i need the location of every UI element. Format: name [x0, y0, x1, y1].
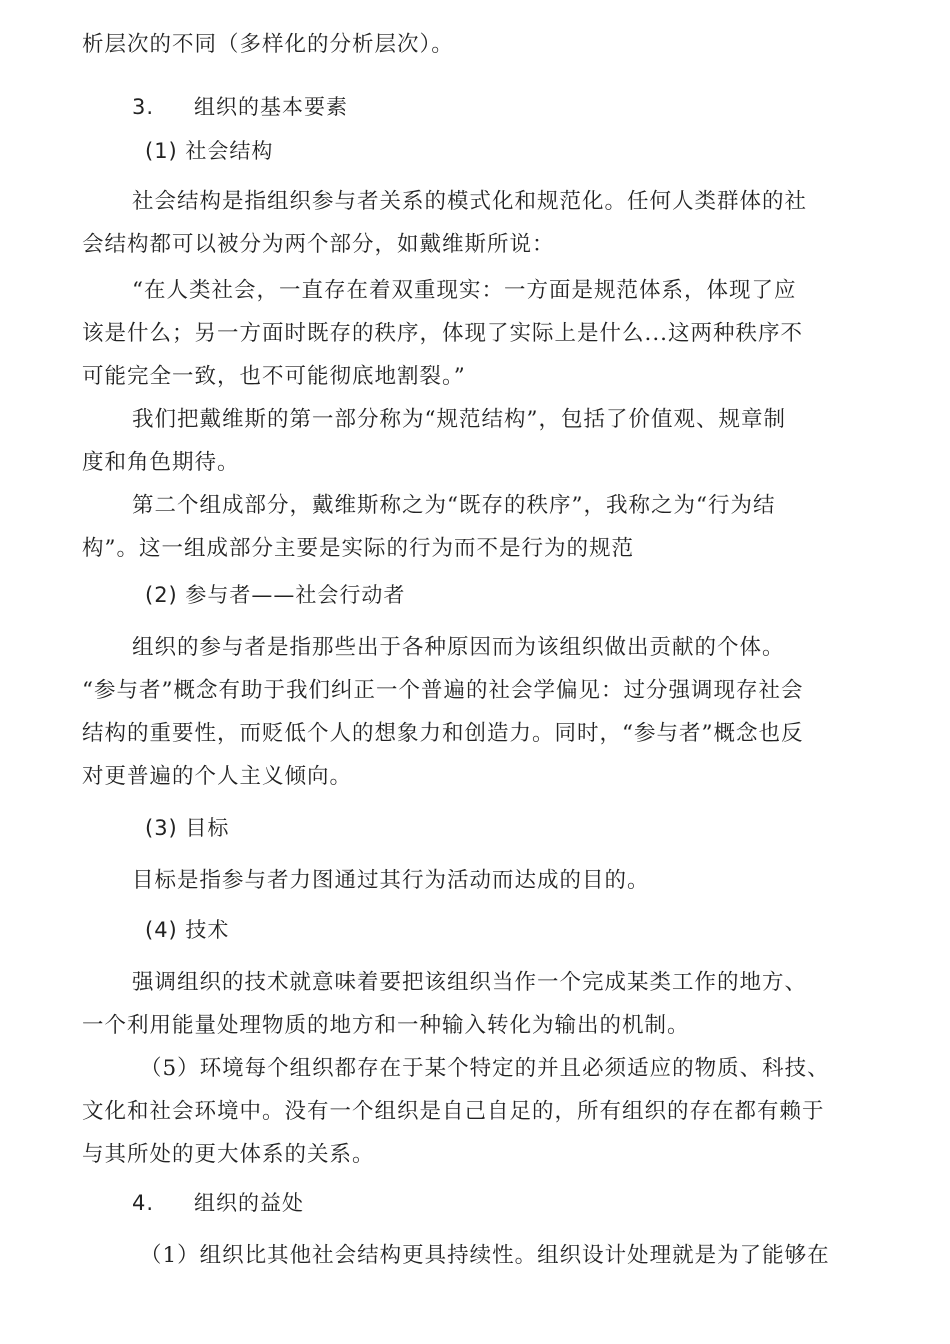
paragraph-line: 度和角色期待。	[82, 450, 240, 475]
section-number: 4.	[132, 1191, 155, 1215]
paragraph-line: 可能完全一致，也不可能彻底地割裂。”	[82, 364, 466, 389]
paragraph-line: 构”。这一组成部分主要是实际的行为而不是行为的规范	[82, 536, 634, 561]
paragraph-line: 会结构都可以被分为两个部分，如戴维斯所说：	[82, 232, 555, 257]
section-title: 组织的益处	[194, 1191, 304, 1215]
paragraph-line: 该是什么；另一方面时既存的秩序，体现了实际上是什么...这两种秩序不	[82, 321, 804, 346]
paragraph-line: 目标是指参与者力图通过其行为活动而达成的目的。	[132, 868, 650, 893]
section-number: 3.	[132, 95, 155, 119]
paragraph-line: 一个利用能量处理物质的地方和一种输入转化为输出的机制。	[82, 1013, 690, 1038]
paragraph-line: 文化和社会环境中。没有一个组织是自己自足的，所有组织的存在都有赖于	[82, 1099, 825, 1124]
paragraph-line: （1）组织比其他社会结构更具持续性。组织设计处理就是为了能够在	[140, 1243, 830, 1268]
paragraph-line: （5）环境每个组织都存在于某个特定的并且必须适应的物质、科技、	[140, 1056, 830, 1081]
paragraph-line: 强调组织的技术就意味着要把该组织当作一个完成某类工作的地方、	[132, 970, 808, 995]
paragraph-line: “在人类社会，一直存在着双重现实：一方面是规范体系，体现了应	[132, 278, 797, 303]
paragraph-line: 结构的重要性，而贬低个人的想象力和创造力。同时，“参与者”概念也反	[82, 721, 804, 746]
subsection-heading: (3) 目标	[145, 816, 230, 840]
section-title: 组织的基本要素	[194, 95, 348, 119]
subsection-heading: (1) 社会结构	[145, 139, 274, 163]
paragraph-line: 第二个组成部分，戴维斯称之为“既存的秩序”，我称之为“行为结	[132, 493, 776, 518]
paragraph-line: 与其所处的更大体系的关系。	[82, 1142, 375, 1167]
section-heading	[132, 1188, 304, 1218]
paragraph-line: 组织的参与者是指那些出于各种原因而为该组织做出贡献的个体。	[132, 635, 785, 660]
paragraph-line: “参与者”概念有助于我们纠正一个普遍的社会学偏见：过分强调现存社会	[82, 678, 804, 703]
paragraph-line: 对更普遍的个人主义倾向。	[82, 764, 353, 789]
subsection-heading: (4) 技术	[145, 918, 230, 942]
paragraph-line: 析层次的不同（多样化的分析层次）。	[82, 32, 454, 57]
paragraph-line: 社会结构是指组织参与者关系的模式化和规范化。任何人类群体的社	[132, 189, 808, 214]
paragraph-line: 我们把戴维斯的第一部分称为“规范结构”，包括了价值观、规章制	[132, 407, 786, 432]
section-heading	[132, 92, 348, 122]
subsection-heading: (2) 参与者——社会行动者	[145, 583, 406, 607]
